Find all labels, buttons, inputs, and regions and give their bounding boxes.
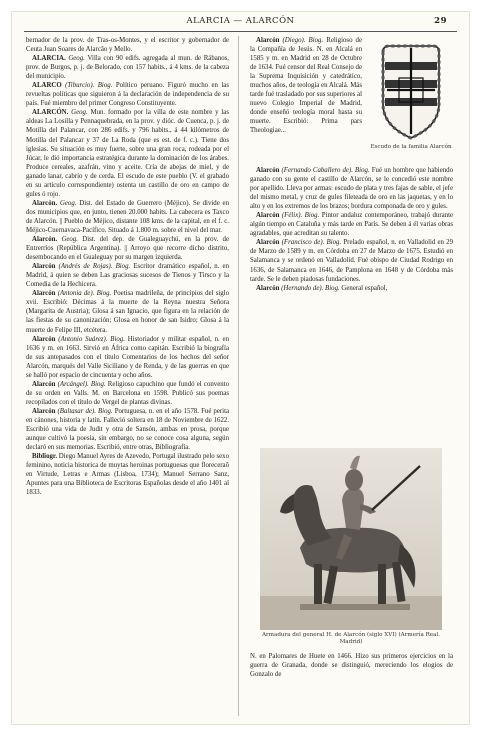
entry-headword: ALARCIA. — [32, 55, 69, 63]
entry-text: Historiador y militar español, n. en 1636 y m. en 1663. Sirvió en África como capitán. Escribió la biografía de sus antepasados con el título Comentarios de los hechos del señor Alarcón, marqués del Valle Siciliano y de Renda, y de las guerras en que se halló por espacio de cincuenta y ocho años. — [26, 335, 229, 379]
entry-text: Político peruano. Figuró mucho en las revueltas políticas que siguieron á la declaración de independencia de su país. Fué miembro del primer Congreso Constituyente. — [26, 82, 229, 108]
running-header — [12, 16, 469, 30]
entry-subject-tag: Geog. — [61, 236, 83, 244]
column-rule — [238, 36, 239, 716]
entry-text: Portuguesa, n. en el año 1578. Fué perita en cánones, historia y latín. Falleció soltera en 18 de Noviembre de 1622. Escribió una vida de Judit y otra de Sansón, ambas en prosa, porque aunque cultivó la poesía, sin embargo, no se conoce cosa alguna, según declaró en sus memorias. Escribió, entre otras, Bibliografía. — [26, 407, 229, 452]
entry-text: Escritor dramático español, n. en Madrid, á quien se deben Las graciosas sucesos de Tienos y Tirsco y la Comedia de la Hechicera. — [26, 263, 229, 289]
entry-subject-tag: (Tiburcio). Biog. — [65, 82, 116, 90]
entry-subject-tag: Geog. — [68, 55, 88, 63]
entry-text: Religioso capuchino que fundó el convento de su orden en Valls. M. en Barcelona en 1598. Publicó sus poemas recopilados con el título de Vergel de plantas divinas. — [26, 380, 229, 406]
coat-of-arms-icon — [379, 42, 443, 142]
left-column — [26, 36, 229, 716]
entry-subject-tag: Geog. — [71, 109, 91, 117]
entry-headword: Alarcón — [32, 380, 58, 388]
entry-paragraph — [250, 211, 453, 238]
entry-subject-tag: (Francisco de). Biog. — [281, 239, 344, 247]
entry-paragraph — [26, 108, 229, 198]
entry-text: Diego Manuel Ayres de Azevedo, Portugal ilustrado pelo sexo feminino, noticia historica de muytas heroinas portuguesas que floreceraõ en Virtude, Letras e Armas (Lisboa, 1734); Manuel Serrano Sanz, Apuntes para una Biblioteca de Escritoras Españolas desde el año 1401 al 1833. — [26, 453, 229, 497]
entry-text: Prelado español, n. en Valladolid en 29 de Marzo de 1589 y m. en Córdoba en 27 de Marzo de 1675. Estudió en Salamanca y se ordenó en Valladolid. Fué obispo de Ciudad Rodrigo en 1636, de Salamanca en 1646, de Pamplona en 1648 y de Córdoba más tarde. Se le deben piadosas fundaciones. — [250, 239, 453, 283]
entry-subject-tag: (Diego). Biog. — [282, 37, 327, 44]
entry-headword: Alarcón — [256, 167, 282, 174]
entry-paragraph — [26, 235, 229, 262]
right-top-text — [250, 36, 362, 164]
right-middle-text — [250, 166, 453, 444]
right-top-block — [250, 36, 453, 164]
coat-of-arms-caption: Escudo de la familia Alarcón — [370, 144, 452, 150]
entry-headword: ALARCO — [32, 82, 66, 90]
entry-paragraph — [26, 54, 229, 81]
entry-paragraph — [26, 81, 229, 108]
page-number: 29 — [434, 16, 447, 26]
entry-text: General español, — [341, 284, 388, 292]
running-title: ALARCIA — ALARCÓN — [186, 16, 295, 26]
entry-text: Religioso de la Compañía de Jesús. N. en Alcalá en 1585 y m. en Madrid en 28 de Octubre de 1634. Fué censor del Real Consejo de la Suprema Inquisición y catedrático, muchos años, de teología en Alcalá. Más tarde fué trasladado por sus superiores al nuevo Colegio Imperial de Madrid, donde enseñó teología moral hasta su muerte. Escribió: Prima pars Theologiae... — [250, 37, 362, 135]
equestrian-armor-icon — [260, 448, 442, 630]
entry-headword: Alarcón — [32, 290, 58, 298]
entry-paragraph — [26, 36, 229, 54]
entry-subject-tag: (Félix). Biog. — [281, 212, 322, 220]
armor-photo-caption: Armadura del general H. de Alarcón (siglo XVI) (Armería Real. Madrid) — [261, 632, 441, 645]
coat-of-arms-figure — [370, 42, 452, 164]
entry-text: Fué un hombre que habiendo ganado con su gente el castillo de Alarcón, se le concedió este nombre por apellido. Lleva por armas: escudo de plata y tres fajas de sable, el jefe del mismo metal, y cruz de gules fileteada de oro en las jaquetas, y en lo alto y en los extremos de los brazos; bordura componada de oro y gules. — [250, 167, 453, 211]
entry-headword: ALARCÓN. — [32, 109, 72, 117]
entry-paragraph — [26, 407, 229, 452]
entry-headword: Alarcón — [256, 239, 282, 247]
entry-paragraph — [250, 238, 453, 283]
entry-subject-tag: (Antonia de). Biog. — [57, 290, 114, 298]
entry-paragraph — [26, 289, 229, 334]
entry-headword: Alarcón — [32, 335, 59, 343]
entry-text: N. en Palomares de Huete en 1466. Hizo sus primeros ejercicios en la guerra de Granada, donde se distinguió, mereciendo los elogios de Gonzalo de — [250, 653, 453, 679]
entry-text: Dist. del dep. de Gualeguaychú, en la prov. de Entrerríos (República Argentina). || Arroyo que recorre dicho distrito, desembocando en el Gualeguay por su margen izquierda. — [26, 236, 229, 262]
entry-paragraph — [26, 199, 229, 235]
entry-subject-tag: (Fernando Caballero de). Biog. — [281, 167, 372, 174]
entry-paragraph — [250, 36, 362, 136]
armor-photograph — [260, 448, 442, 630]
entry-headword: Bibliogr. — [32, 453, 59, 461]
entry-paragraph — [26, 335, 229, 380]
entry-subject-tag: (Baltasar de). Biog. — [57, 407, 115, 415]
entry-paragraph — [26, 452, 229, 497]
entry-headword: Alarcón — [32, 407, 58, 415]
entry-headword: Alarcón — [256, 284, 282, 292]
entry-subject-tag: Geog. — [59, 199, 80, 207]
header-rule — [24, 31, 457, 32]
entry-paragraph — [250, 652, 453, 679]
page — [12, 12, 469, 724]
entry-paragraph — [26, 262, 229, 289]
entry-paragraph — [26, 380, 229, 407]
entry-text: Dist. del Estado de Guerrero (Méjico). Se divide en dos municipios que, en junto, tienen 20.000 habits. La cabecera es Taxco de Alarcón. || Pueblo de Méjico, distante 108 kms. de la capital, en el f. c. Méjico-Cuernavaca-Pacífico. Situado á 1.800 m. sobre el nivel del mar. — [26, 199, 229, 234]
entry-text: bernador de la prov. de Tras-os-Montes, y el escritor y gobernador de Ceuta Juan Soares de Alarcão y Mello. — [26, 37, 229, 54]
entry-paragraph — [250, 284, 453, 293]
entry-headword: Alarcón — [256, 212, 282, 220]
entry-subject-tag: (Antonio Suárez). Biog. — [58, 335, 128, 343]
entry-headword: Alarcón. — [32, 236, 62, 244]
entry-subject-tag: (Arcángel). Biog. — [57, 380, 108, 388]
entry-paragraph — [250, 166, 453, 211]
entry-headword: Alarcón — [32, 263, 59, 271]
entry-headword: Alarcón — [256, 37, 283, 44]
entry-text: Mun. formado por la villa de este nombre y las aldeas La Losilla y Pennaquebrada, en la prov. y dióc. de Cuenca, p. j. de Motilla del Palancar, con 286 edifs. y 796 habits., á 44 kilómetros de Motilla del Palancar y 37 de La Roda (que es est. de f. c.). Tiene dos iglesias. Su situación es muy fuerte, sobre una gran roca, rodeada por el Júcar, le dió importancia estratégica durante la dominación de los árabes. Produce cereales, azafrán, vino y aceite. Cría de abejas de miel, y de ganado lanar, cabrío y de cerda. El escudo de este pueblo (V. el grabado en su artículo correspondiente) ostenta un castillo de oro en campo de gules ó rojo. — [26, 109, 229, 198]
entry-text: Poetisa madrileña, de principios del siglo xvii. Escribió: Décimas á la muerte de la Reyna nuestra Señora (Margarita de Austria); Glosa á san Ignacio, que figura en la relación de las fiestas de su canonización; Glosa en honor de san Isidro; Glosa á la muerte de Felipe III, etcétera. — [26, 290, 229, 334]
entry-subject-tag: (Hernando de). Biog. — [281, 284, 342, 292]
entry-text: Villa con 90 edifs. agregada al mun. de Rábanos, prov. de Burgos, p. j. de Belorado, con 157 habits., á 4 kms. de la cabeza del municipio. — [26, 55, 229, 81]
entry-subject-tag: (Andrés de Rojas). Biog. — [58, 263, 134, 271]
entry-text: Pintor andaluz contemporáneo, trabajó durante algún tiempo en Cataluña y más tarde en París. Se deben á él varias obras agradables, que acreditan su talento. — [250, 212, 453, 238]
right-bottom-text — [250, 652, 453, 718]
entry-headword: Alarcón. — [32, 199, 60, 207]
